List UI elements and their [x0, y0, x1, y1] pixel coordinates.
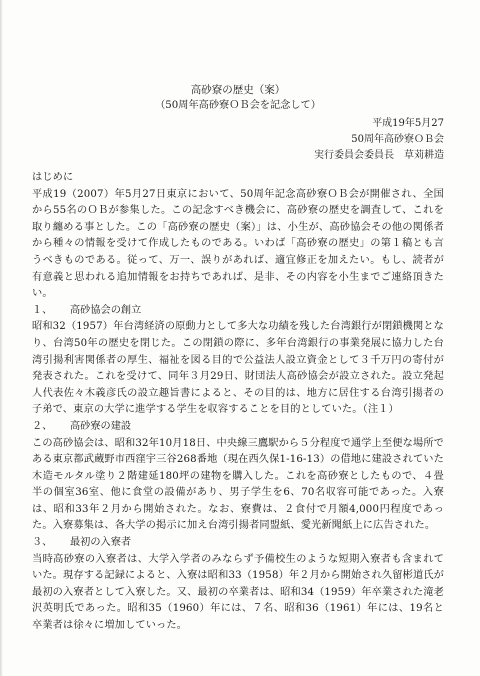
intro-heading: はじめに — [32, 172, 74, 183]
section-3-number: ３、 — [32, 537, 53, 549]
section-2-number: ２、 — [32, 420, 53, 432]
document-title: 高砂寮の歴史（案） — [190, 84, 286, 96]
section-1-title: 高砂協会の創立 — [70, 304, 142, 316]
section-3-heading — [32, 535, 444, 552]
section-2-title: 高砂寮の建設 — [70, 420, 132, 432]
section-2-paragraph: この高砂協会は、昭和32年10月18日、中央線三鷹駅から５分程度で通学上至便な場所である東京都武蔵野市西窪宇三谷268番地（現在西久保1-16-13）の借地に建設されていた木造モルタル塗り２階建延180坪の建物を購入した。これを高砂寮としたもので、４畳半の個室36室、他に食堂の設備があり、男子学生を6、70名収容可能であった。入寮は、昭和33年２月から開始された。なお、寮費は、２食付で月額4,000円程度であった。入寮募集は、各大学の掲示に加え台湾引揚者同盟紙、愛光新聞紙上に広告された。 — [32, 437, 444, 532]
section-1-paragraph: 昭和32（1957）年台湾経済の原動力として多大な功績を残した台湾銀行が閉鎖機関となり、台湾50年の歴史を閉じた。この閉鎖の際に、多年台湾銀行の事業発展に協力した台湾引揚利害関係者の厚生、福祉を図る目的で公益法人設立資金として３千万円の寄付が発表された。これを受けて、同年３月29日、財団法人高砂協会が設立された。設立発起人代表佐々木義彦氏の設立趣旨書によると、その目的は、地方に居住する台湾引揚者の子弟で、東京の大学に進学する学生を収容することを目的としていた。（注１） — [32, 321, 444, 416]
document-body — [32, 82, 444, 635]
document-subtitle: （50周年高砂寮ＯＢ会を記念して） — [155, 100, 321, 111]
intro-paragraph: 平成19（2007）年5月27日東京において、50周年記念高砂寮ＯＢ会が開催され、全国から55名のＯＢが参集した。この記念すべき機会に、高砂寮の歴史を調査して、これを取り纏める事とした。この「高砂寮の歴史（案）」は、小生が、高砂協会その他の関係者から種々の情報を受けて作成したものである。いわば「高砂寮の歴史」の第１稿とも言うべきものである。従って、万一、誤りがあれば、適宜修正を加えたい。もし、読者が有意義と思われる追加情報をお持ちであれば、是非、その内容を小生までご連絡頂きたい。 — [32, 188, 444, 300]
section-1-number: １、 — [32, 304, 53, 316]
section-3-title: 最初の入寮者 — [70, 537, 132, 549]
document-author: 実行委員会委員長 草苅耕造 — [314, 150, 444, 161]
document-date: 平成19年5月27 — [372, 118, 444, 129]
document-organization: 50周年高砂寮ＯＢ会 — [351, 134, 444, 145]
scan-edge — [0, 0, 3, 676]
section-1-heading — [32, 303, 444, 320]
section-2-heading — [32, 419, 444, 436]
section-3-paragraph: 当時高砂寮の入寮者は、大学入学者のみならず予備校生のような短期入寮者も含まれていた。現存する記録によると、入寮は昭和33（1958）年２月から開始され久留彬道氏が最初の入寮者として入寮した。又、最初の卒業者は、昭和34（1959）年卒業された滝老沢英明氏であった。昭和35（1960）年には、７名、昭和36（1961）年には、19名と卒業者は徐々に増加していった。 — [32, 553, 444, 632]
